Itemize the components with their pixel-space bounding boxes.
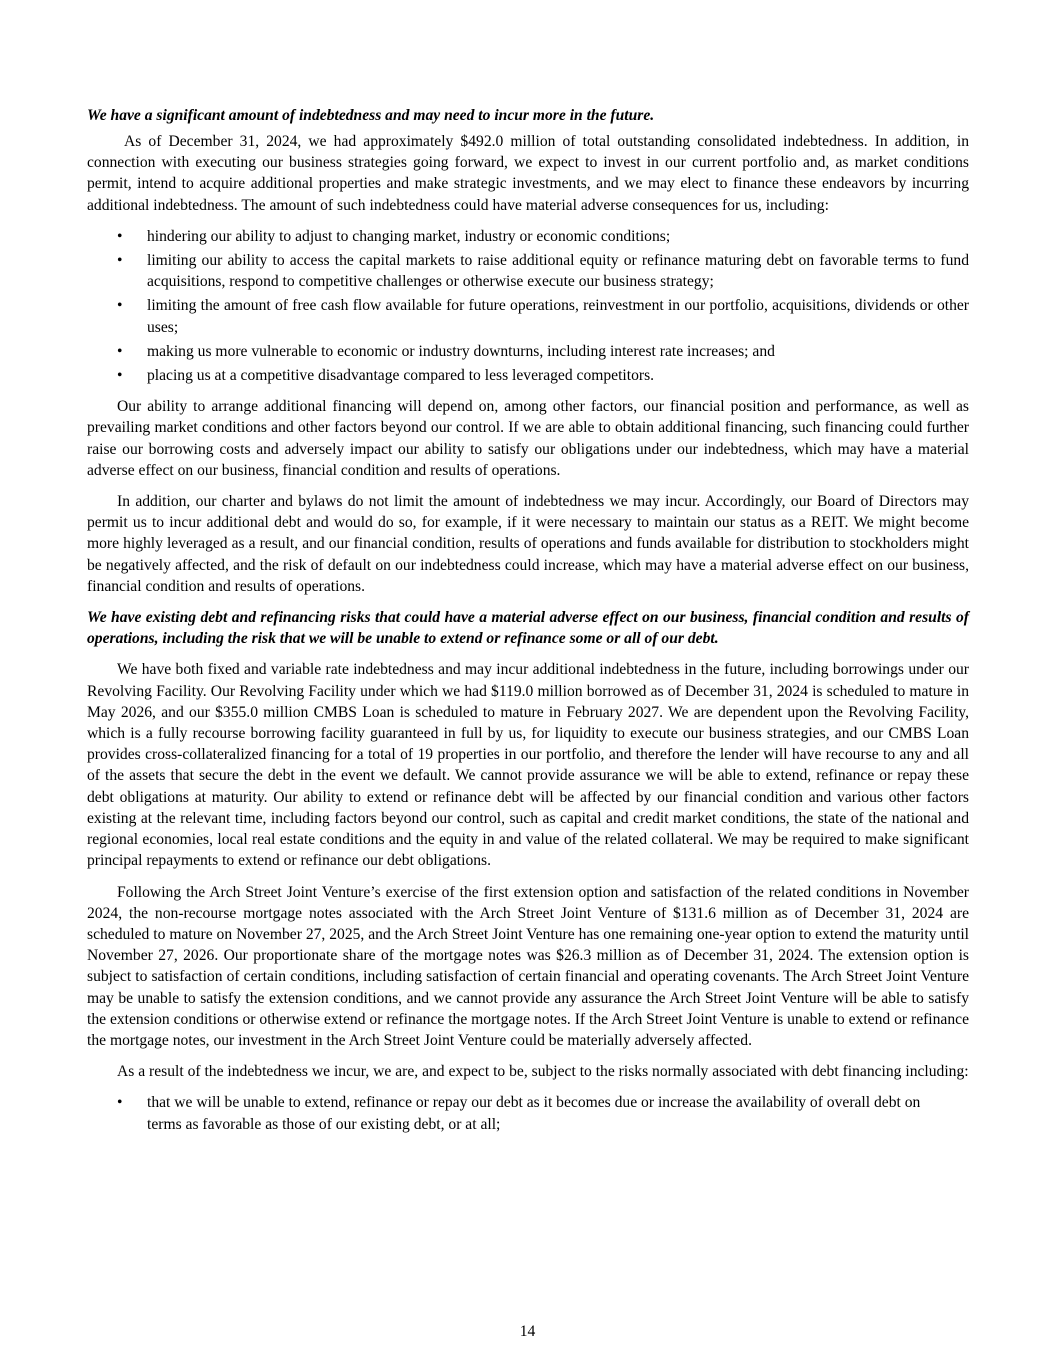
list-item: • limiting the amount of free cash flow available for future operations, reinvestment in our portfolio, acquisitions, dividends or other uses; (117, 297, 969, 336)
page-number: 14 (519, 1323, 536, 1340)
paragraph-charter-bylaws: In addition, our charter and bylaws do not limit the amount of indebtedness we may incur. Accordingly, our Board of Directors may permit us to incur additional debt and would do so, for example, if it were necessary to maintain our status as a REIT. We might become more highly leveraged as a result, and our financial condition, results of operations and funds available for distribution to stockholders might be negatively affected, and the risk of default on our indebtedness could increase, which may have a material adverse effect on our business, financial condition and results of operations. (87, 493, 969, 595)
list-item: • hindering our ability to adjust to changing market, industry or economic conditions; (87, 226, 969, 247)
bullet-list-debt-risks (87, 1092, 969, 1134)
section-heading-refinancing-risks: We have existing debt and refinancing risks that could have a material adverse effect on our business, financial condition and results of operations, including the risk that we will be unable to extend or refinance some or all of our debt. (87, 609, 969, 648)
paragraph-debt-financing-risks: As a result of the indebtedness we incur, we are, and expect to be, subject to the risks normally associated with debt financing including: (117, 1063, 969, 1081)
bullet-icon: • (117, 227, 123, 245)
bullet-icon: • (117, 252, 123, 270)
bullet-icon: • (117, 367, 123, 385)
document-page (87, 107, 969, 1145)
section-heading-indebtedness: We have a significant amount of indebtedness and may need to incur more in the future. (87, 107, 655, 124)
list-item: • making us more vulnerable to economic or industry downturns, including interest rate increases; and (87, 341, 969, 362)
paragraph-indebtedness-intro: As of December 31, 2024, we had approximately $492.0 million of total outstanding consolidated indebtedness. In addition, in connection with executing our business strategies going forward, we expect to invest in our current portfolio and, as market conditions permit, intend to acquire additional properties and make strategic investments, and we may elect to finance these endeavors by incurring additional indebtedness. The amount of such indebtedness could have material adverse consequences for us, including: (87, 133, 969, 214)
bullet-icon: • (117, 297, 123, 315)
bullet-icon: • (117, 342, 123, 360)
paragraph-arch-street-jv: Following the Arch Street Joint Venture’s exercise of the first extension option and satisfaction of the related conditions in November 2024, the non-recourse mortgage notes associated with the Arch Street Joint Venture of $131.6 million as of December 31, 2024 are scheduled to mature on November 27, 2025, and the Arch Street Joint Venture has one remaining one-year option to extend the maturity until November 27, 2026. Our proportionate share of the mortgage notes was $26.3 million as of December 31, 2024. The extension option is subject to satisfaction of certain conditions, including satisfaction of certain financial and operating covenants. The Arch Street Joint Venture may be unable to satisfy the extension conditions, and we cannot provide any assurance the Arch Street Joint Venture will be able to satisfy the extension conditions or otherwise extend or refinance the mortgage notes. If the Arch Street Joint Venture is unable to extend or refinance the mortgage notes, our investment in the Arch Street Joint Venture could be materially adversely affected. (87, 883, 969, 1049)
bullet-list-consequences (87, 226, 969, 386)
paragraph-financing-ability: Our ability to arrange additional financing will depend on, among other factors, our financial position and performance, as well as prevailing market conditions and other factors beyond our control. If we are able to obtain additional financing, such financing could further raise our borrowing costs and adversely impact our ability to satisfy our obligations under our indebtedness, which may have a material adverse effect on our business, financial condition and results of operations. (87, 398, 969, 479)
paragraph-fixed-variable-debt: We have both fixed and variable rate indebtedness and may incur additional indebtedness in the future, including borrowings under our Revolving Facility. Our Revolving Facility under which we had $119.0 million borrowed as of December 31, 2024 is scheduled to mature in May 2026, and our $355.0 million CMBS Loan is scheduled to mature in February 2027. We are dependent upon the Revolving Facility, which is a fully recourse borrowing facility guaranteed in full by us, for liquidity to execute our business strategies, and our CMBS Loan provides cross-collateralized financing for a total of 19 properties in our portfolio, and therefore the lender will have recourse to any and all of the assets that secure the debt in the event we default. We cannot provide assurance we will be able to extend, refinance or repay these debt obligations at maturity. Our ability to extend or refinance debt will be affected by our financial condition and various other factors existing at the relevant time, including factors beyond our control, such as capital and credit market conditions, the state of the national and regional economies, local real estate conditions and the equity in and value of the related collateral. We may be required to make significant principal repayments to extend or refinance our debt obligations. (87, 661, 969, 870)
list-item: • limiting our ability to access the capital markets to raise additional equity or refinance maturing debt on favorable terms to fund acquisitions, respond to competitive challenges or otherwise execute our business strategy; (117, 252, 969, 291)
list-item: • that we will be unable to extend, refinance or repay our debt as it becomes due or increase the availability of overall debt on terms as favorable as those of our existing debt, or at all; (117, 1094, 921, 1133)
bullet-icon: • (117, 1094, 123, 1112)
list-item: • placing us at a competitive disadvantage compared to less leveraged competitors. (87, 365, 969, 386)
